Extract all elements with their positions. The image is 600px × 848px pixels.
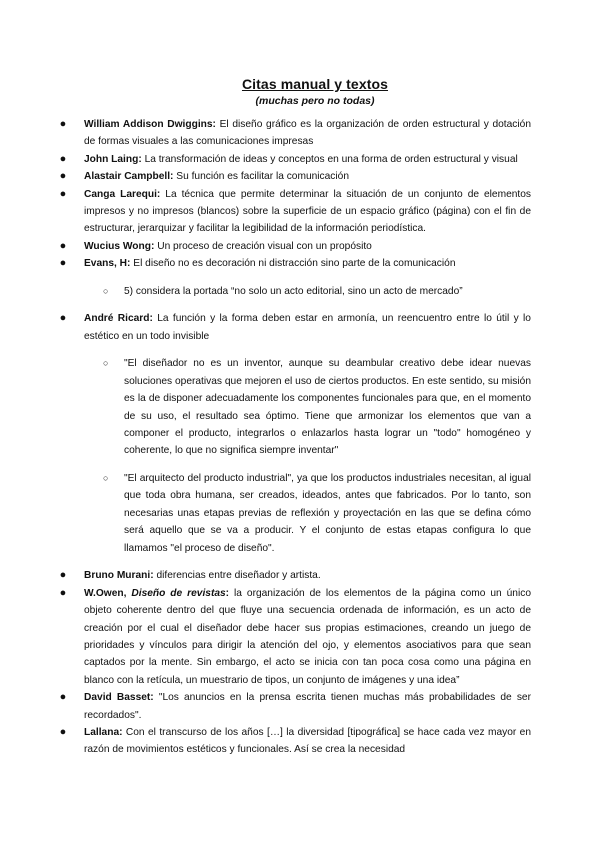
bullet-icon: ● [59,691,67,704]
sub-list-item [103,470,531,557]
bullet-icon: ● [59,239,67,252]
quote-text: diferencias entre diseñador y artista. [153,570,321,582]
page-subtitle: (muchas pero no todas) [255,95,375,107]
list-item [59,116,531,151]
list-item [59,310,531,345]
quote-text: El diseño no es decoración ni distracción sino parte de la comunicación [130,258,456,270]
list-item [59,689,531,724]
list-item [59,255,531,272]
author-label: W.Owen, [84,587,127,599]
author-label: William Addison Dwiggins: [84,119,216,130]
bullet-icon: ● [59,312,67,325]
list-item [59,168,531,185]
author-label: Bruno Murani: [84,570,154,582]
author-label: Lallana: [84,726,123,738]
quote-text: El diseño gráfico es la organización de orden estructural y dotación de formas visuales a las comunicaciones impresas [84,119,531,148]
sub-quote-text: "El arquitecto del producto industrial", ya que los productos industriales necesitan, al igual que toda obra humana, ser creados, ideados, antes que fabricados. Por lo tanto, son necesarias unas etapas previas de reflexión y proyectación en las que se defina cómo será aquello que se va a producir. Y el conjunto de estas etapas configura lo que llamamos "el proceso de diseño". [124,473,531,554]
author-label: Canga Larequi: [84,188,161,200]
list-item [59,585,531,689]
sub-bullet-icon: ○ [103,285,109,296]
quote-text: Con el transcurso de los años […] la diversidad [tipográfica] se hace cada vez mayor en razón de movimientos estéticos y funcionales. Así se crea la necesidad [84,726,531,756]
author-label: John Laing: [84,153,142,165]
quote-text: La técnica que permite determinar la situación de un conjunto de elementos impresos y no impresos (blancos) sobre la superficie de un espacio gráfico (página) con el fin de estructurar, jerarquizar y facilitar la legibilidad de la información periodística. [84,188,532,235]
bullet-icon: ● [59,725,67,738]
list-item [59,724,531,759]
page-title: Citas manual y textos [241,76,389,92]
list-item [59,238,531,255]
author-label: Wucius Wong: [84,240,155,252]
book-title: Diseño de revistas [126,587,226,599]
bullet-icon: ● [59,586,67,599]
quote-text: "Los anuncios en la prensa escrita tienen muchas más probabilidades de ser recordados". [84,692,531,721]
author-label: André Ricard: [84,313,153,325]
bullet-icon: ● [59,170,67,183]
quote-text: La transformación de ideas y conceptos en una forma de orden estructural y visual [141,153,518,165]
bullet-icon: ● [59,569,67,582]
sub-bullet-icon: ○ [103,473,109,484]
author-label: David Basset: [84,692,154,704]
quote-text: La función y la forma deben estar en armonía, un reencuentro entre lo útil y lo estético en un todo invisible [84,313,531,342]
bullet-icon: ● [59,187,67,200]
list-item [59,567,531,584]
quote-text: la organización de los elementos de la página como un único objeto coherente dentro del que fluye una secuencia ordenada de información, es un acto de creación por el cual el diseñador debe hacer sus propias estimaciones, creando un juego de prioridades y vínculos para dirigir la atención del ojo, y elementos asociativos para que sean captados por la mente. Sin embargo, el acto se inicia con tan poca cosa como una página en blanco con la retícula, un muestrario de tipos, un conjunto de imágenes y una idea” [84,587,531,686]
sub-list-item [103,355,531,459]
sub-quote-text: "El diseñador no es un inventor, aunque su deambular creativo debe idear nuevas soluciones operativas que mejoren el uso de ciertos productos. En este sentido, su misión es la de disponer adecuadamente los componentes funcionales para que, en el momento de su uso, el resultado sea óptimo. Tiene que armonizar los elementos que van a componer el producto, integrarlos o enlazarlos hasta lograr un "todo" homogéneo y coherente, lo que no significa siempre inventar" [124,358,531,457]
author-label: Evans, H: [84,258,131,270]
bullet-icon: ● [59,118,67,130]
bullet-icon: ● [59,257,67,270]
author-label: Alastair Campbell: [84,171,174,183]
bullet-icon: ● [59,152,67,165]
quote-text: Su función es facilitar la comunicación [173,171,349,183]
sub-bullet-icon: ○ [103,358,109,369]
quote-text: Un proceso de creación visual con un propósito [154,240,372,252]
author-label-colon: : [225,587,230,599]
quote-list [59,116,532,759]
list-item [59,151,531,168]
sub-list-item [103,283,531,300]
list-item [59,186,532,238]
sub-quote-text: 5) considera la portada “no solo un acto editorial, sino un acto de mercado” [124,285,463,297]
